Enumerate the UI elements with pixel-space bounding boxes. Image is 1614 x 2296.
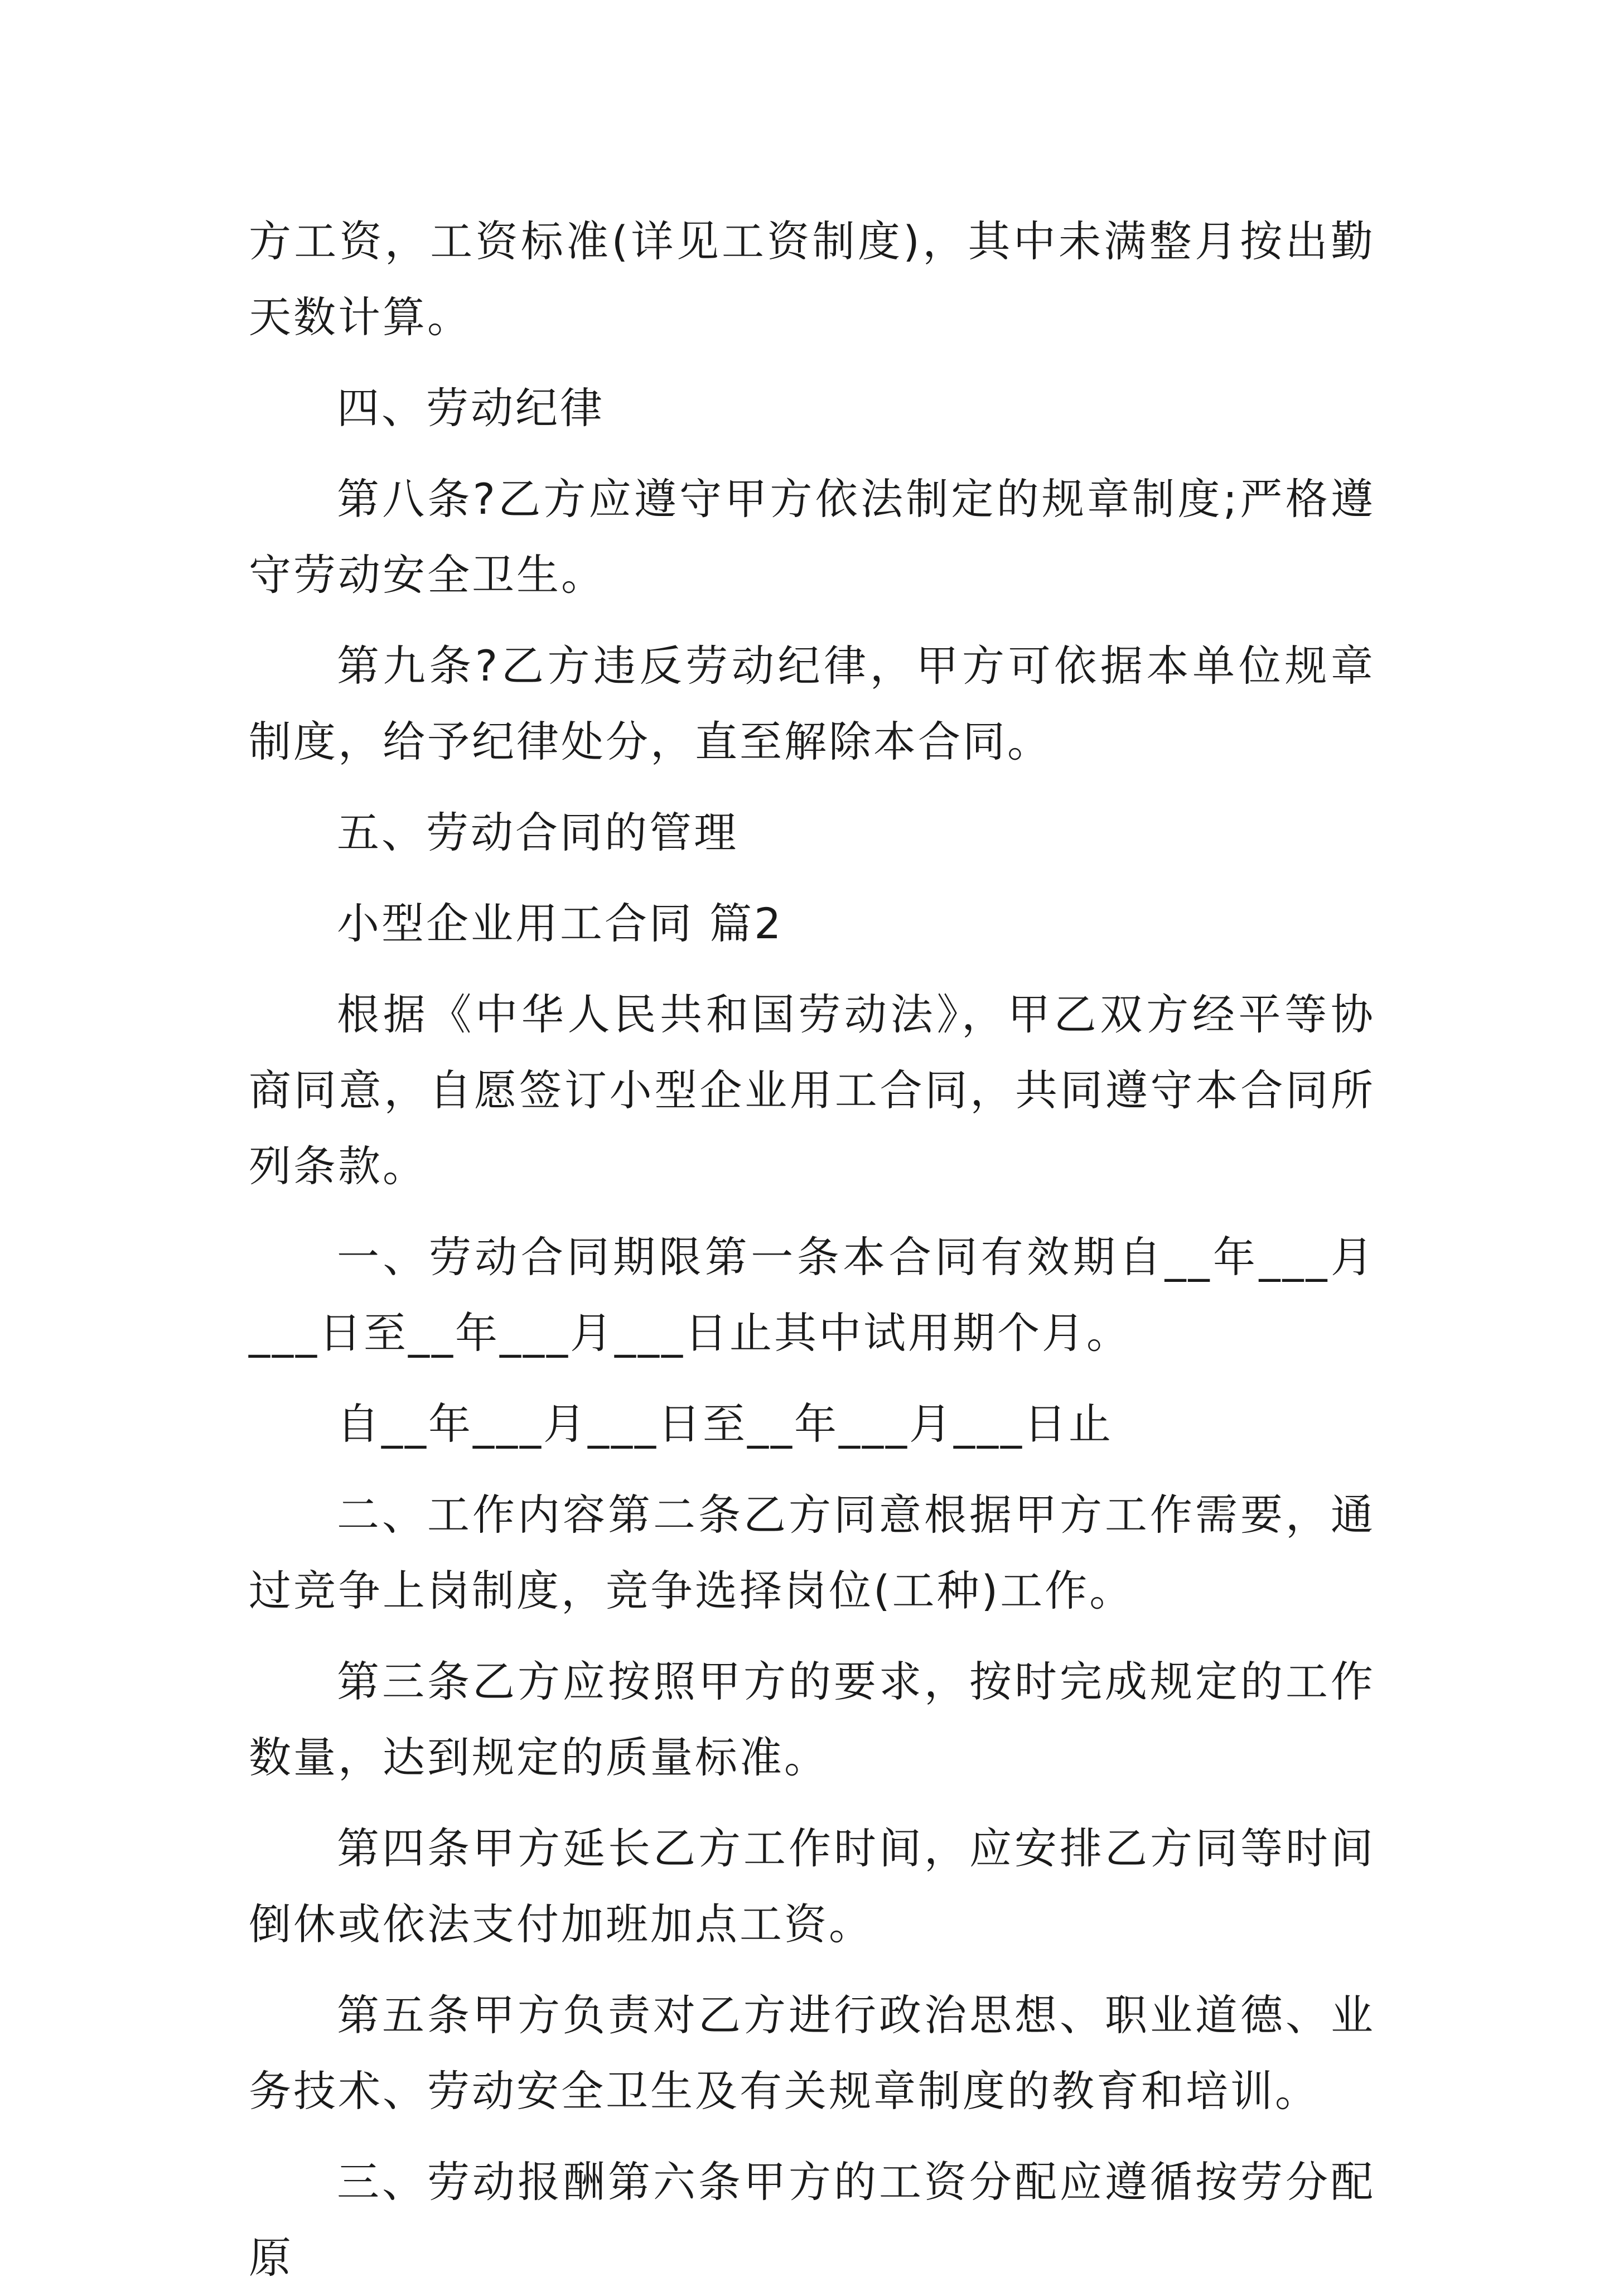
paragraph: 第五条甲方负责对乙方进行政治思想、职业道德、业务技术、劳动安全卫生及有关规章制度的教育和培训。 — [249, 1990, 1375, 2116]
document-subtitle: 小型企业用工合同 篇2 — [337, 899, 784, 948]
paragraph: 方工资，工资标准(详见工资制度)，其中未满整月按出勤天数计算。 — [249, 216, 1375, 342]
paragraph: 第四条甲方延长乙方工作时间，应安排乙方同等时间倒休或依法支付加班加点工资。 — [249, 1824, 1375, 1949]
paragraph: 一、劳动合同期限第一条本合同有效期自__年___月___日至__年___月___日止其中试用期个月。 — [249, 1232, 1375, 1358]
section-heading: 五、劳动合同的管理 — [337, 808, 738, 857]
paragraph: 根据《中华人民共和国劳动法》，甲乙双方经平等协商同意，自愿签订小型企业用工合同，共同遵守本合同所列条款。 — [249, 990, 1375, 1191]
paragraph: 三、劳动报酬第六条甲方的工资分配应遵循按劳分配原 — [249, 2157, 1375, 2283]
paragraph: 自__年___月___日至__年___月___日止 — [337, 1399, 1113, 1449]
section-heading: 四、劳动纪律 — [337, 383, 605, 433]
document-body — [249, 204, 1375, 2296]
paragraph: 第八条?乙方应遵守甲方依法制定的规章制度;严格遵守劳动安全卫生。 — [249, 474, 1375, 600]
paragraph: 第九条?乙方违反劳动纪律，甲方可依据本单位规章制度，给予纪律处分，直至解除本合同。 — [249, 641, 1375, 766]
paragraph: 二、工作内容第二条乙方同意根据甲方工作需要，通过竞争上岗制度，竞争选择岗位(工种)工作。 — [249, 1490, 1375, 1615]
paragraph: 第三条乙方应按照甲方的要求，按时完成规定的工作数量，达到规定的质量标准。 — [249, 1657, 1375, 1782]
